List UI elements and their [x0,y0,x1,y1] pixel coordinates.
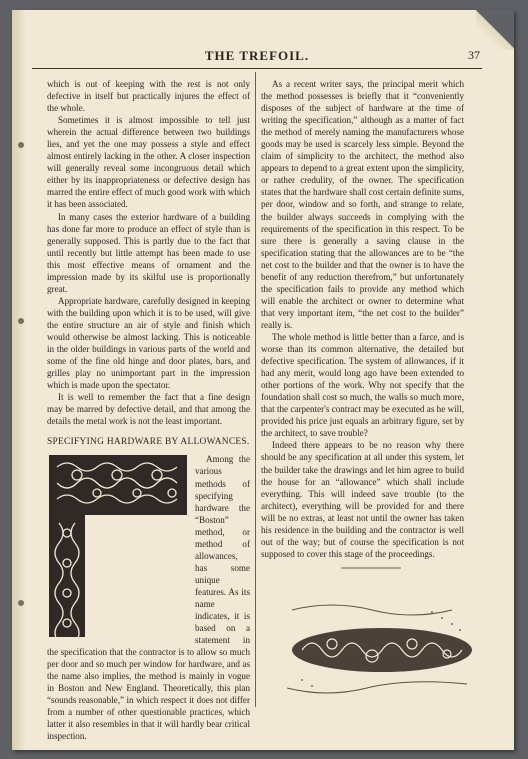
paragraph: Sometimes it is almost impossible to tell just wherein the actual difference between two buildings lies, and yet the one may possess a style and effect almost entirely lacking in the other. A closer inspection will generally reveal some incongruous detail which either by its inappropriateness or defective design has marred the entire effect of much good work with which it has been associated. [47,115,250,210]
right-column [261,78,464,570]
page-gutter-shadow [12,10,26,750]
column-divider [255,72,256,707]
ornamental-tailpiece-illustration [282,600,482,700]
paragraph: In many cases the exterior hardware of a building has done far more to produce an effect of style than is generally supposed. This is partly due to the fact that until recently but little attempt has been made to use this most effective means of ornament and the impression made by its skilful use is proportionally great. [47,211,250,294]
section-heading: SPECIFYING HARDWARE BY ALLOWANCES. [47,437,250,448]
binding-hole [18,600,24,606]
paragraph: As a recent writer says, the principal merit which the method possesses is briefly that it “conveniently disposes of the subject of hardware at the time of writing the specification,” although as a matter of fact the method of merely naming the manufacturers whose goods may be used is scarcely less simple. Beyond the claim of simplicity to the architect, the method also appears to depend to a great extent upon the simplicity, or rather credulity, of the owner. The specification states that the hardware shall cost certain definite sums, per door, window and so forth, and strange to relate, the builder always succeeds in complying with the requirements of the specification in this respect. To be sure there is generally a saving clause in the specification stating that the allowances are to be “the net cost to the builder and that the owner is to have the benefit of any reduction therefrom,” but unfortunately the specification fails to provide any method which will enable the architect or owner to determine what that very important item, “the net cost to the builder” really is. [261,79,464,330]
paragraph: It is well to remember the fact that a fine design may be marred by defective detail, and that among the details the metal work is not the least important. [47,392,250,427]
left-column [47,78,250,743]
running-title: THE TREFOIL. [204,48,310,63]
paragraph: which is out of keeping with the rest is not only defective in itself but practically injures the effect of the whole. [47,79,250,114]
binding-hole [18,142,24,148]
binding-hole [18,318,24,324]
running-header [32,44,482,69]
paragraph: The whole method is little better than a farce, and is worse than its common alternative, the detailed but defective specification. The system of allowances, if it had any merit, would long ago have been extended to other portions of the work. Why not specify that the foundation shall cost so much, the walls so much more, that the carpenter's contract may be executed as he will, provided his price just equals an arbitrary figure, set by the architect, to save trouble? [261,331,464,439]
paragraph: Among the various methods of specifying hardware the “Boston” method, or method of allowances, has some unique features. As its name indicates, it is based on a statement in the specification that the contractor is to allow so much per door and so much per window for hardware, and as the name also implies, the method is mainly in vogue in Boston and New England. Theoretically, this plan “sounds reasonable,” in which respect it does not differ from a number of other questionable practices, which latter it also resembles in that it will hardly bear critical inspection. [47,454,250,742]
page-number: 37 [468,48,480,62]
ornamental-initial-illustration [47,453,189,641]
paragraph: Indeed there appears to be no reason why there should be any specification at all under this system, let the builder take the drawings and let him agree to build the house for an “allowance” which shall include everything. This will indeed save trouble (to the architect), everything will be provided for and there will be no extras, at least not until the owner has taken his residence in the building and the contractor is well out of the way; but of course the specification is not supposed to cover this stage of the proceedings. [261,440,464,559]
paragraph: Appropriate hardware, carefully designed in keeping with the building upon which it is to be used, will give the entire structure an air of style and finish which would otherwise be almost lacking. This is noticeable in the older buildings in various parts of the world and some of the fine old hinge and door plates, bars, and grilles play no unimportant part in the impression which is made upon the spectator. [47,295,250,391]
section-end-rule [341,566,401,570]
